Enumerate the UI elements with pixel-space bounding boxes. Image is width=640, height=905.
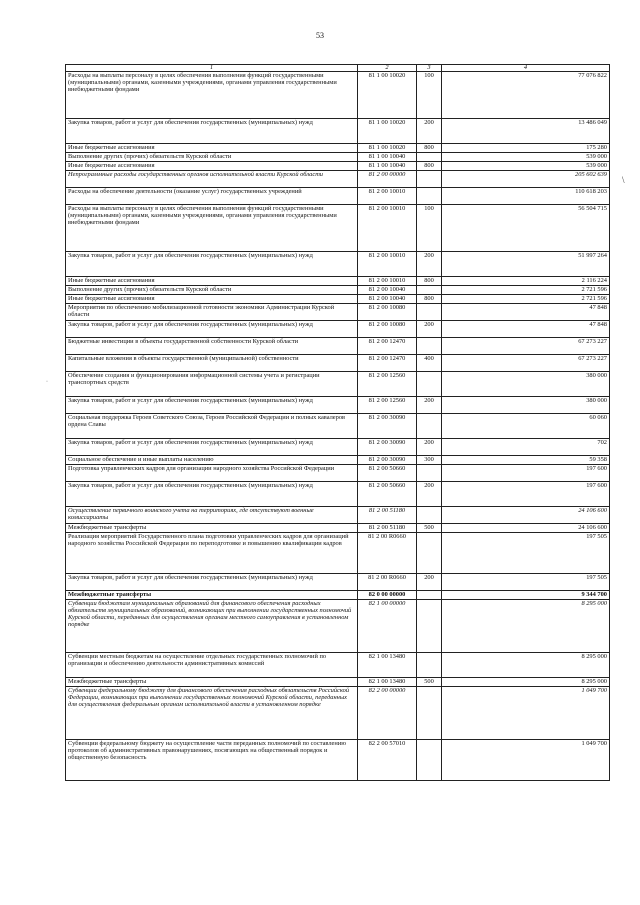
- row-type: [417, 188, 442, 205]
- row-type: [417, 153, 442, 162]
- row-amount: 51 997 264: [442, 252, 610, 277]
- row-code: 81 1 00 10040: [358, 162, 417, 171]
- row-type: 200: [417, 321, 442, 338]
- header-col-1: 1: [66, 65, 358, 72]
- row-amount: 77 076 822: [442, 72, 610, 119]
- table-row: [66, 507, 610, 524]
- row-amount: 13 486 049: [442, 119, 610, 144]
- row-amount: 2 721 596: [442, 286, 610, 295]
- row-amount: 197 505: [442, 533, 610, 574]
- row-code: 81 2 00 12470: [358, 338, 417, 355]
- row-name: Закупка товаров, работ и услуг для обеспечения государственных (муниципальных) нужд: [66, 119, 358, 144]
- row-type: [417, 507, 442, 524]
- row-name: Иные бюджетные ассигнования: [66, 144, 358, 153]
- row-name: Бюджетные инвестиции в объекты государственной собственности Курской области: [66, 338, 358, 355]
- row-name: Социальное обеспечение и иные выплаты населению: [66, 456, 358, 465]
- row-type: 800: [417, 144, 442, 153]
- row-amount: 380 000: [442, 372, 610, 397]
- row-code: 81 2 00 10080: [358, 304, 417, 321]
- row-amount: 205 602 639: [442, 171, 610, 188]
- header-col-3: 3: [417, 65, 442, 72]
- header-col-4: 4: [442, 65, 610, 72]
- row-type: 800: [417, 277, 442, 286]
- row-amount: 8 295 000: [442, 653, 610, 678]
- row-amount: 9 344 700: [442, 591, 610, 600]
- row-type: [417, 304, 442, 321]
- row-name: Субвенции федеральному бюджету на осуществление части переданных полномочий по составлению протоколов об административных правонарушениях, посягающих на общественный порядок и общественную безопасность: [66, 740, 358, 781]
- row-code: 81 2 00 10010: [358, 252, 417, 277]
- row-amount: 1 049 700: [442, 740, 610, 781]
- row-name: Закупка товаров, работ и услуг для обеспечения государственных (муниципальных) нужд: [66, 482, 358, 507]
- table-row: [66, 414, 610, 439]
- budget-table: [65, 64, 610, 781]
- row-name: Межбюджетные трансферты: [66, 678, 358, 687]
- row-amount: 175 280: [442, 144, 610, 153]
- table-row: [66, 286, 610, 295]
- row-amount: 702: [442, 439, 610, 456]
- row-code: 81 2 00 10010: [358, 205, 417, 252]
- row-name: Закупка товаров, работ и услуг для обеспечения государственных (муниципальных) нужд: [66, 397, 358, 414]
- table-row: [66, 600, 610, 653]
- table-row: [66, 574, 610, 591]
- row-type: [417, 653, 442, 678]
- row-name: Реализация мероприятий Государственного плана подготовки управленческих кадров для организаций народного хозяйства Российской Федерации по переподготовке и повышению квалификации кадров: [66, 533, 358, 574]
- table-row: [66, 338, 610, 355]
- table-row: [66, 372, 610, 397]
- row-name: Закупка товаров, работ и услуг для обеспечения государственных (муниципальных) нужд: [66, 321, 358, 338]
- table-row: [66, 119, 610, 144]
- row-type: [417, 600, 442, 653]
- row-type: [417, 372, 442, 397]
- table-row: [66, 162, 610, 171]
- table-row: [66, 295, 610, 304]
- table-row: [66, 740, 610, 781]
- row-code: 81 2 00 10040: [358, 286, 417, 295]
- row-name: Капитальные вложения в объекты государственной (муниципальной) собственности: [66, 355, 358, 372]
- row-name: Расходы на обеспечение деятельности (оказание услуг) государственных учреждений: [66, 188, 358, 205]
- row-code: 81 2 00 R0660: [358, 533, 417, 574]
- row-code: 81 2 00 30090: [358, 456, 417, 465]
- row-code: 82 1 00 00000: [358, 600, 417, 653]
- row-type: 800: [417, 162, 442, 171]
- row-amount: 197 505: [442, 574, 610, 591]
- row-type: [417, 591, 442, 600]
- row-name: Подготовка управленческих кадров для организации народного хозяйства Российской Федерации: [66, 465, 358, 482]
- table-row: [66, 277, 610, 286]
- table-row: [66, 591, 610, 600]
- row-type: 200: [417, 439, 442, 456]
- row-amount: 110 618 203: [442, 188, 610, 205]
- row-name: Закупка товаров, работ и услуг для обеспечения государственных (муниципальных) нужд: [66, 574, 358, 591]
- row-code: 81 2 00 51180: [358, 507, 417, 524]
- row-type: [417, 687, 442, 740]
- row-name: Непрограммные расходы государственных органов исполнительной власти Курской области: [66, 171, 358, 188]
- table-row: [66, 304, 610, 321]
- row-type: [417, 338, 442, 355]
- table-row: [66, 153, 610, 162]
- table-row: [66, 653, 610, 678]
- row-code: 81 2 00 10010: [358, 188, 417, 205]
- row-name: Расходы на выплаты персоналу в целях обеспечения выполнения функций государственными (муниципальными) органами, казенными учреждениями, органами управления государственными внебюджетными фондами: [66, 72, 358, 119]
- row-code: 82 2 00 57010: [358, 740, 417, 781]
- row-amount: 56 504 715: [442, 205, 610, 252]
- row-code: 82 2 00 00000: [358, 687, 417, 740]
- row-name: Осуществление первичного воинского учета на территориях, где отсутствуют военные комиссариаты: [66, 507, 358, 524]
- row-type: 200: [417, 119, 442, 144]
- row-code: 81 2 00 10080: [358, 321, 417, 338]
- table-row: [66, 524, 610, 533]
- table-row: [66, 465, 610, 482]
- table-row: [66, 188, 610, 205]
- table-row: [66, 171, 610, 188]
- row-name: Иные бюджетные ассигнования: [66, 277, 358, 286]
- row-amount: 67 273 227: [442, 355, 610, 372]
- row-type: [417, 740, 442, 781]
- row-name: Закупка товаров, работ и услуг для обеспечения государственных (муниципальных) нужд: [66, 439, 358, 456]
- table-header-row: [66, 65, 610, 72]
- table-row: [66, 355, 610, 372]
- table-row: [66, 482, 610, 507]
- row-code: 81 2 00 30090: [358, 414, 417, 439]
- row-name: Закупка товаров, работ и услуг для обеспечения государственных (муниципальных) нужд: [66, 252, 358, 277]
- row-amount: 197 600: [442, 482, 610, 507]
- row-type: 200: [417, 252, 442, 277]
- row-name: Социальная поддержка Героев Советского Союза, Героев Российской Федерации и полных кавалеров ордена Славы: [66, 414, 358, 439]
- row-name: Выполнение других (прочих) обязательств Курской области: [66, 286, 358, 295]
- row-amount: 8 295 000: [442, 678, 610, 687]
- row-amount: 60 060: [442, 414, 610, 439]
- row-code: 81 1 00 10020: [358, 119, 417, 144]
- row-amount: 8 295 000: [442, 600, 610, 653]
- row-name: Субвенции бюджетам муниципальных образований для финансового обеспечения расходных обязательств муниципальных образований, возникающих при выполнении государственных полномочий Курской области, переданных для осуществления органам местного самоуправления в установленном порядке: [66, 600, 358, 653]
- row-name: Субвенции федеральному бюджету для финансового обеспечения расходных обязательств Российской Федерации, возникающих при выполнении государственных полномочий Курской области, переданных для осуществления федеральным органам исполнительной власти в установленном порядке: [66, 687, 358, 740]
- row-code: 82 1 00 13480: [358, 678, 417, 687]
- row-type: 500: [417, 524, 442, 533]
- row-name: Иные бюджетные ассигнования: [66, 295, 358, 304]
- table-row: [66, 205, 610, 252]
- row-amount: 47 848: [442, 321, 610, 338]
- row-amount: 197 600: [442, 465, 610, 482]
- page-number: 53: [316, 31, 324, 40]
- row-type: [417, 414, 442, 439]
- row-type: 400: [417, 355, 442, 372]
- row-amount: 539 000: [442, 162, 610, 171]
- row-code: 81 1 00 10020: [358, 72, 417, 119]
- row-code: 81 2 00 50660: [358, 482, 417, 507]
- row-name: Межбюджетные трансферты: [66, 524, 358, 533]
- row-amount: 2 721 596: [442, 295, 610, 304]
- row-name: Межбюджетные трансферты: [66, 591, 358, 600]
- row-amount: 67 273 227: [442, 338, 610, 355]
- row-type: 800: [417, 295, 442, 304]
- row-name: Иные бюджетные ассигнования: [66, 162, 358, 171]
- table-row: [66, 144, 610, 153]
- table-row: [66, 252, 610, 277]
- table-row: [66, 678, 610, 687]
- margin-dot: ·: [46, 379, 48, 385]
- row-code: 81 1 00 10020: [358, 144, 417, 153]
- row-type: [417, 465, 442, 482]
- row-code: 81 2 00 10040: [358, 295, 417, 304]
- row-code: 81 1 00 10040: [358, 153, 417, 162]
- row-code: 82 1 00 13480: [358, 653, 417, 678]
- table-row: [66, 397, 610, 414]
- row-amount: 539 000: [442, 153, 610, 162]
- row-code: 81 2 00 12470: [358, 355, 417, 372]
- table-row: [66, 456, 610, 465]
- row-code: 81 2 00 10010: [358, 277, 417, 286]
- row-type: 100: [417, 205, 442, 252]
- row-type: [417, 171, 442, 188]
- row-code: 81 2 00 51180: [358, 524, 417, 533]
- row-code: 81 2 00 12560: [358, 372, 417, 397]
- row-type: 200: [417, 574, 442, 591]
- row-code: 81 2 00 12560: [358, 397, 417, 414]
- row-amount: 1 049 700: [442, 687, 610, 740]
- row-name: Выполнение других (прочих) обязательств Курской области: [66, 153, 358, 162]
- row-amount: 24 106 600: [442, 524, 610, 533]
- table-row: [66, 439, 610, 456]
- row-amount: 59 358: [442, 456, 610, 465]
- row-type: 200: [417, 397, 442, 414]
- row-amount: 2 116 224: [442, 277, 610, 286]
- row-amount: 24 106 600: [442, 507, 610, 524]
- table-row: [66, 72, 610, 119]
- row-name: Расходы на выплаты персоналу в целях обеспечения выполнения функций государственными (муниципальными) органами, казенными учреждениями, органами управления государственными внебюджетными фондами: [66, 205, 358, 252]
- row-type: 300: [417, 456, 442, 465]
- table-row: [66, 687, 610, 740]
- row-type: [417, 533, 442, 574]
- row-type: [417, 286, 442, 295]
- margin-mark: \: [622, 175, 625, 185]
- table-row: [66, 321, 610, 338]
- row-code: 81 2 00 30090: [358, 439, 417, 456]
- row-code: 81 2 00 R0660: [358, 574, 417, 591]
- row-name: Субвенции местным бюджетам на осуществление отдельных государственных полномочий по организации и обеспечению деятельности административных комиссий: [66, 653, 358, 678]
- row-name: Обеспечение создания и функционирования информационной системы учета и регистрации транспортных средств: [66, 372, 358, 397]
- row-code: 81 2 00 50660: [358, 465, 417, 482]
- row-amount: 380 000: [442, 397, 610, 414]
- row-name: Мероприятия по обеспечению мобилизационной готовности экономики Администрации Курской области: [66, 304, 358, 321]
- row-code: 81 2 00 00000: [358, 171, 417, 188]
- row-code: 82 0 00 00000: [358, 591, 417, 600]
- row-type: 100: [417, 72, 442, 119]
- row-type: 200: [417, 482, 442, 507]
- row-type: 500: [417, 678, 442, 687]
- header-col-2: 2: [358, 65, 417, 72]
- table-row: [66, 533, 610, 574]
- row-amount: 47 848: [442, 304, 610, 321]
